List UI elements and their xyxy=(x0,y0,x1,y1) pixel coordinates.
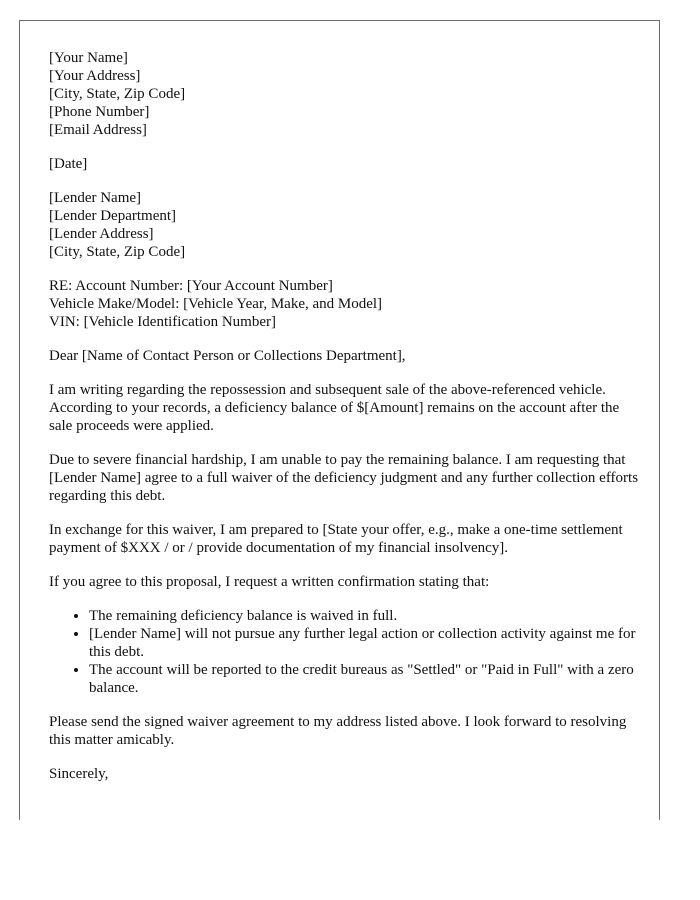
recipient-name: [Lender Name] xyxy=(49,190,142,206)
recipient-department: [Lender Department] xyxy=(49,208,177,224)
sender-city-state-zip: [City, State, Zip Code] xyxy=(49,86,186,102)
paragraph-hardship: Due to severe financial hardship, I am unable to pay the remaining balance. I am requesting that [Lender Name] agree to a full waiver of the deficiency judgment and any further collection efforts regarding this debt. xyxy=(49,452,639,504)
list-item: • The account will be reported to the credit bureaus as "Settled" or "Paid in Full" with a zero balance. xyxy=(89,661,639,697)
letter-page xyxy=(19,20,660,820)
recipient-address: [Lender Address] xyxy=(49,226,154,242)
list-item: • [Lender Name] will not pursue any further legal action or collection activity against me for this debt. xyxy=(89,625,639,661)
paragraph-request: If you agree to this proposal, I request a written confirmation stating that: xyxy=(49,574,490,590)
reference-vin: VIN: [Vehicle Identification Number] xyxy=(49,314,276,330)
sender-phone: [Phone Number] xyxy=(49,104,150,120)
paragraph-deficiency: I am writing regarding the repossession and subsequent sale of the above-referenced vehicle. According to your records, a deficiency balance of $[Amount] remains on the account after the sale proceeds were applied. xyxy=(49,382,620,434)
sender-address: [Your Address] xyxy=(49,68,141,84)
paragraph-offer: In exchange for this waiver, I am prepared to [State your offer, e.g., make a one-time settlement payment of $XXX / or / provide documentation of my financial insolvency]. xyxy=(49,522,623,556)
reference-block xyxy=(49,277,639,331)
list-item: • The remaining deficiency balance is waived in full. xyxy=(89,607,639,625)
closing: Sincerely, xyxy=(49,766,109,782)
letter-body xyxy=(49,49,639,783)
recipient-city-state-zip: [City, State, Zip Code] xyxy=(49,244,186,260)
letter-date: [Date] xyxy=(49,156,88,172)
paragraph-final: Please send the signed waiver agreement to my address listed above. I look forward to resolving this matter amicably. xyxy=(49,714,627,748)
sender-block xyxy=(49,49,639,139)
conditions-list xyxy=(49,607,639,697)
reference-vehicle: Vehicle Make/Model: [Vehicle Year, Make, and Model] xyxy=(49,296,383,312)
recipient-block xyxy=(49,189,639,261)
salutation: Dear [Name of Contact Person or Collections Department], xyxy=(49,348,406,364)
sender-name: [Your Name] xyxy=(49,50,128,66)
sender-email: [Email Address] xyxy=(49,122,147,138)
reference-account: RE: Account Number: [Your Account Number] xyxy=(49,278,333,294)
date-block xyxy=(49,155,639,173)
